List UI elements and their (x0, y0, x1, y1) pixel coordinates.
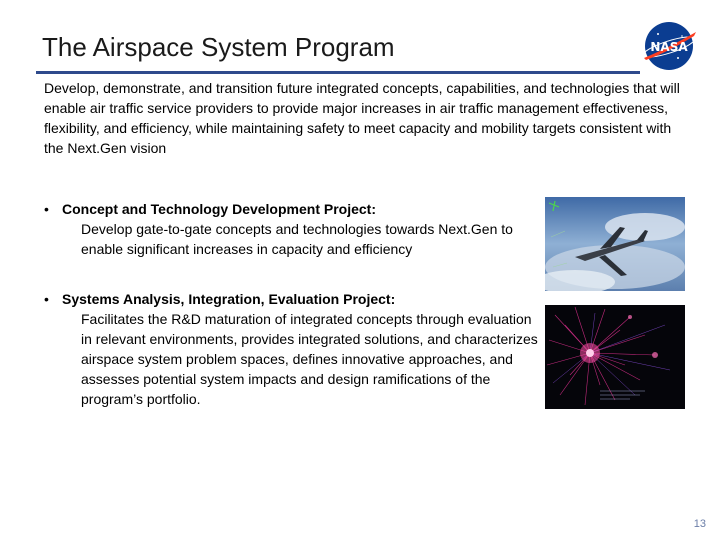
nasa-logo-text: NASA (650, 40, 688, 54)
flight-network-visualization-image (545, 305, 685, 409)
program-description: Develop, demonstrate, and transition future integrated concepts, capabilities, and technologies that will enable air traffic service providers to provide major increases in air traffic management effectiveness, flexibility, and efficiency, while maintaining safety to meet capacity and mobility targets consistent with the Next.Gen vision (44, 80, 680, 156)
nasa-logo-icon (638, 20, 700, 72)
title-divider (36, 71, 640, 74)
bullet-heading: Concept and Technology Development Project: (62, 201, 377, 217)
slide-title: The Airspace System Program (42, 32, 395, 62)
page-number: 13 (693, 518, 706, 530)
bullet-concept-technology (44, 199, 534, 259)
bullet-symbol: • (44, 201, 49, 217)
aircraft-over-clouds-image (545, 197, 685, 291)
bullet-description: Develop gate-to-gate concepts and technologies towards Next.Gen to enable significant increases in capacity and efficiency (81, 221, 513, 257)
bullet-heading: Systems Analysis, Integration, Evaluation Project: (62, 291, 396, 307)
bullet-symbol: • (44, 291, 49, 307)
bullet-systems-analysis (44, 289, 544, 409)
bullet-description: Facilitates the R&D maturation of integrated concepts through evaluation in relevant environments, provides integrated solutions, and characterizes airspace system problem spaces, defines innovative approaches, and assesses potential system impacts and design ramifications of the program’s portfolio. (81, 311, 538, 407)
